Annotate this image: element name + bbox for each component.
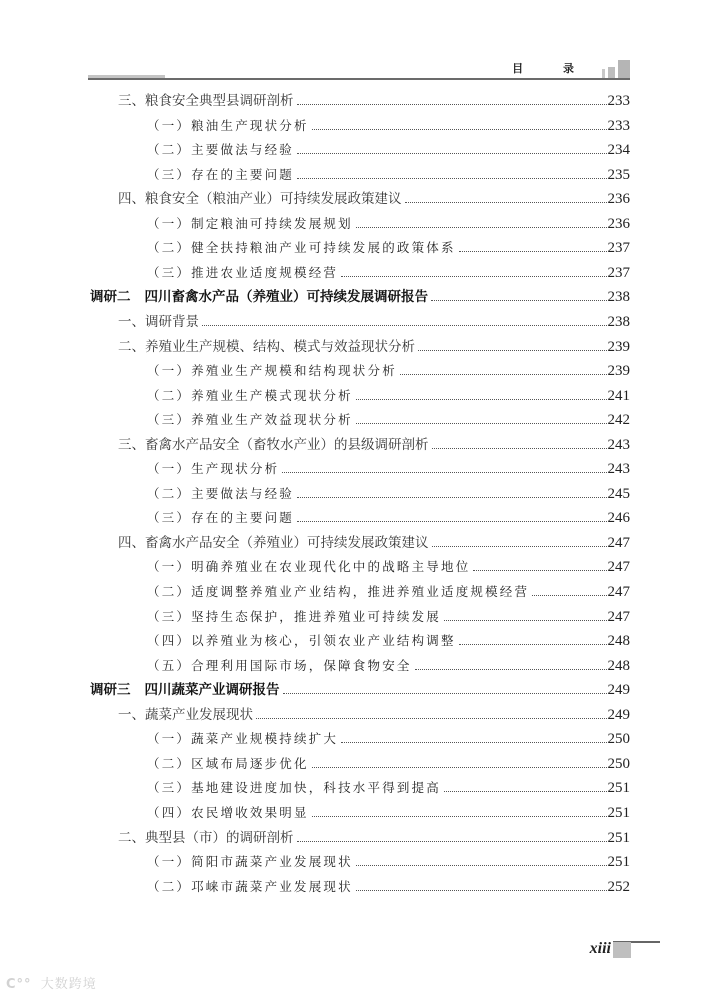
toc-dot-leader [415, 669, 607, 670]
toc-page-number: 241 [607, 387, 630, 404]
toc-entry[interactable] [147, 631, 630, 651]
toc-page-number: 237 [607, 264, 630, 281]
toc-entry[interactable] [147, 803, 630, 823]
toc-page-number: 237 [607, 240, 630, 257]
toc-entry-title [118, 533, 429, 553]
toc-entry-text: （二）适度调整养殖业产业结构，推进养殖业适度规模经营 [147, 584, 530, 599]
toc-dot-leader [473, 570, 606, 571]
header-rule [88, 78, 630, 80]
toc-entry-title [147, 508, 294, 528]
toc-dot-leader [444, 620, 606, 621]
toc-dot-leader [297, 841, 607, 842]
toc-dot-leader [431, 300, 607, 301]
toc-chapter-label: 调研二 [90, 289, 131, 306]
toc-entry-text: （二）主要做法与经验 [147, 142, 295, 158]
toc-entry[interactable] [147, 116, 630, 136]
toc-page-number: 248 [607, 633, 630, 650]
toc-dot-leader [444, 791, 606, 792]
toc-page-number: 246 [607, 510, 630, 527]
toc-entry-title [147, 877, 353, 897]
toc-dot-leader [356, 865, 607, 866]
toc-entry-title [147, 484, 294, 504]
toc-entry[interactable] [118, 337, 630, 357]
toc-page-number: 239 [607, 338, 630, 355]
watermark [6, 973, 97, 992]
toc-page-number: 242 [607, 412, 630, 429]
toc-entry-text: （二）区域布局逐步优化 [147, 755, 309, 771]
toc-page-number: 243 [607, 436, 630, 453]
toc-entry[interactable] [147, 729, 630, 749]
toc-page-number: 249 [607, 706, 630, 723]
toc-entry-text: （二）邛崃市蔬菜产业发展现状 [147, 878, 353, 894]
toc-entry[interactable] [147, 361, 630, 381]
header-decoration-blocks [602, 60, 630, 78]
toc-entry-title [147, 778, 441, 798]
toc-entry[interactable] [147, 607, 630, 627]
toc-entry-text: （一）粮油生产现状分析 [147, 117, 309, 133]
toc-page-number: 247 [607, 534, 630, 551]
toc-page-number: 239 [607, 363, 630, 380]
toc-dot-leader [405, 202, 607, 203]
toc-entry[interactable] [147, 656, 630, 676]
toc-entry[interactable] [147, 410, 630, 430]
toc-page-number: 233 [607, 117, 630, 134]
toc-entry-text: （三）坚持生态保护，推进养殖业可持续发展 [147, 608, 442, 624]
toc-entry-text: 一、调研背景 [118, 313, 199, 330]
toc-entry-title [118, 705, 253, 725]
toc-entry-text: 二、养殖业生产规模、结构、模式与效益现状分析 [118, 338, 415, 355]
toc-dot-leader [356, 423, 607, 424]
toc-entry-text: 四川蔬菜产业调研报告 [144, 682, 280, 699]
toc-page-number: 251 [607, 804, 630, 821]
toc-dot-leader [297, 497, 606, 498]
toc-page-number: 235 [607, 166, 630, 183]
toc-entry[interactable] [118, 828, 630, 848]
toc-page-number: 247 [607, 608, 630, 625]
toc-entry-title [147, 852, 353, 872]
toc-dot-leader [283, 693, 607, 694]
toc-entry-title [118, 91, 294, 111]
toc-entry[interactable] [118, 189, 630, 209]
toc-entry[interactable] [147, 754, 630, 774]
toc-entry[interactable] [118, 533, 630, 553]
toc-entry[interactable] [147, 165, 630, 185]
decor-block-medium [608, 67, 615, 78]
decor-block-small [602, 69, 605, 78]
header-title: 目 录 [512, 62, 592, 75]
toc-entry-text: （一）生产现状分析 [147, 461, 280, 477]
toc-page-number: 249 [607, 682, 630, 699]
toc-entry[interactable] [147, 877, 630, 897]
toc-page-number: 248 [607, 657, 630, 674]
toc-entry-title [147, 729, 338, 749]
toc-entry-text: 四川畜禽水产品（养殖业）可持续发展调研报告 [144, 289, 428, 306]
toc-dot-leader [297, 153, 606, 154]
toc-entry-text: （三）存在的主要问题 [147, 510, 295, 526]
toc-entry[interactable] [147, 140, 630, 160]
toc-dot-leader [432, 546, 607, 547]
toc-dot-leader [312, 767, 607, 768]
toc-entry-text: （三）推进农业适度规模经营 [147, 264, 339, 280]
toc-chapter-label: 调研三 [90, 682, 131, 699]
toc-entry-text: （四）以养殖业为核心，引领农业产业结构调整 [147, 633, 456, 649]
toc-dot-leader [282, 472, 606, 473]
toc-entry-text: （三）基地建设进度加快，科技水平得到提高 [147, 780, 442, 796]
toc-page-number: 234 [607, 142, 630, 159]
watermark-text: 大数跨境 [40, 977, 97, 992]
toc-dot-leader [341, 276, 606, 277]
toc-page-number: 250 [607, 755, 630, 772]
toc-entry-text: （一）蔬菜产业规模持续扩大 [147, 731, 339, 747]
toc-dot-leader [341, 742, 606, 743]
toc-page-number: 251 [607, 829, 630, 846]
toc-entry-title [90, 287, 428, 307]
toc-dot-leader [297, 178, 606, 179]
toc-entry-title [118, 337, 415, 357]
toc-page-number: 233 [607, 93, 630, 109]
toc-entry[interactable] [147, 508, 630, 528]
toc-entry[interactable] [147, 263, 630, 283]
page-footer [560, 940, 660, 960]
toc-entry[interactable] [118, 435, 630, 455]
toc-entry[interactable] [147, 582, 630, 602]
toc-entry-text: （五）合理利用国际市场，保障食物安全 [147, 657, 412, 673]
toc-entry[interactable] [147, 484, 630, 504]
toc-page-number: 247 [607, 584, 630, 600]
watermark-logo-icon: C°° [6, 977, 32, 992]
toc-entry-text: （三）存在的主要问题 [147, 166, 295, 182]
toc-entry-text: （一）明确养殖业在农业现代化中的战略主导地位 [147, 559, 471, 575]
toc-page-number: 251 [607, 854, 630, 871]
running-header [88, 56, 630, 80]
toc-entry-title [147, 803, 309, 823]
toc-entry[interactable] [147, 238, 630, 258]
toc-entry-title [147, 263, 338, 283]
toc-entry-title [147, 214, 353, 234]
toc-dot-leader [312, 816, 607, 817]
toc-entry-title [147, 116, 309, 136]
toc-page-number: 238 [607, 313, 630, 330]
toc-entry-title [147, 386, 353, 406]
page-number: xiii [589, 940, 611, 957]
toc-dot-leader [400, 374, 607, 375]
toc-dot-leader [356, 890, 607, 891]
toc-entry-text: 四、粮食安全（粮油产业）可持续发展政策建议 [118, 191, 402, 208]
toc-entry-title [118, 189, 402, 209]
toc-entry[interactable] [118, 91, 630, 111]
toc-page-number: 238 [607, 289, 630, 306]
toc-entry-title [147, 582, 529, 602]
toc-chapter-entry[interactable] [90, 287, 630, 307]
toc-dot-leader [297, 104, 607, 105]
toc-dot-leader [459, 251, 607, 252]
toc-dot-leader [202, 325, 607, 326]
toc-entry-title [147, 140, 294, 160]
toc-entry-text: 四、畜禽水产品安全（养殖业）可持续发展政策建议 [118, 534, 429, 551]
toc-entry-title [147, 410, 353, 430]
toc-dot-leader [256, 718, 607, 719]
toc-entry-title [147, 607, 441, 627]
decor-block-large [618, 60, 630, 78]
toc-entry-title [147, 361, 397, 381]
toc-entry-title [147, 631, 456, 651]
toc-entry-title [147, 459, 279, 479]
toc-entry[interactable] [147, 852, 630, 872]
toc-entry[interactable] [147, 459, 630, 479]
toc-dot-leader [356, 227, 607, 228]
toc-chapter-entry[interactable] [90, 680, 630, 700]
toc-page-number: 243 [607, 461, 630, 478]
toc-entry-title [147, 557, 470, 577]
toc-entry-text: （二）主要做法与经验 [147, 485, 295, 501]
toc-dot-leader [356, 399, 607, 400]
toc-dot-leader [432, 448, 607, 449]
toc-page-number: 250 [607, 731, 630, 748]
toc-dot-leader [532, 595, 606, 596]
toc-page-number: 247 [607, 559, 630, 576]
toc-entry-text: 三、粮食安全典型县调研剖析 [118, 93, 294, 109]
toc-dot-leader [312, 129, 607, 130]
toc-page-number: 252 [607, 878, 630, 895]
toc-dot-leader [297, 521, 606, 522]
toc-page-number: 251 [607, 780, 630, 797]
toc-entry-text: （一）制定粮油可持续发展规划 [147, 215, 353, 231]
toc-entry-text: （四）农民增收效果明显 [147, 804, 309, 820]
toc-entry-text: （一）简阳市蔬菜产业发展现状 [147, 854, 353, 870]
toc-dot-leader [418, 350, 607, 351]
toc-entry-title [118, 435, 429, 455]
toc-entry-text: （三）养殖业生产效益现状分析 [147, 412, 353, 428]
toc-entry-title [147, 165, 294, 185]
toc-entry-title [118, 312, 199, 332]
toc-entry[interactable] [118, 312, 630, 332]
toc-entry[interactable] [147, 214, 630, 234]
toc-entry-text: 三、畜禽水产品安全（畜牧水产业）的县级调研剖析 [118, 436, 429, 453]
toc-entry-text: 二、典型县（市）的调研剖析 [118, 829, 294, 846]
toc-entry-title [147, 238, 456, 258]
toc-entry-text: （二）养殖业生产模式现状分析 [147, 387, 353, 403]
toc-entry-title [147, 754, 309, 774]
toc-entry-text: （一）养殖业生产规模和结构现状分析 [147, 363, 397, 379]
toc-page-number: 245 [607, 485, 630, 502]
toc-page-number: 236 [607, 191, 630, 208]
toc-entry-title [147, 656, 412, 676]
toc-entry-text: （二）健全扶持粮油产业可持续发展的政策体系 [147, 240, 456, 256]
toc-entry[interactable] [147, 557, 630, 577]
toc-dot-leader [459, 644, 607, 645]
toc-entry-title [90, 680, 280, 700]
toc-entry-title [118, 828, 294, 848]
toc-page-number: 236 [607, 215, 630, 232]
toc-entry[interactable] [147, 778, 630, 798]
toc-entry-text: 一、蔬菜产业发展现状 [118, 706, 253, 723]
toc-entry[interactable] [118, 705, 630, 725]
footer-decor-block [613, 942, 631, 958]
toc-entry[interactable] [147, 386, 630, 406]
